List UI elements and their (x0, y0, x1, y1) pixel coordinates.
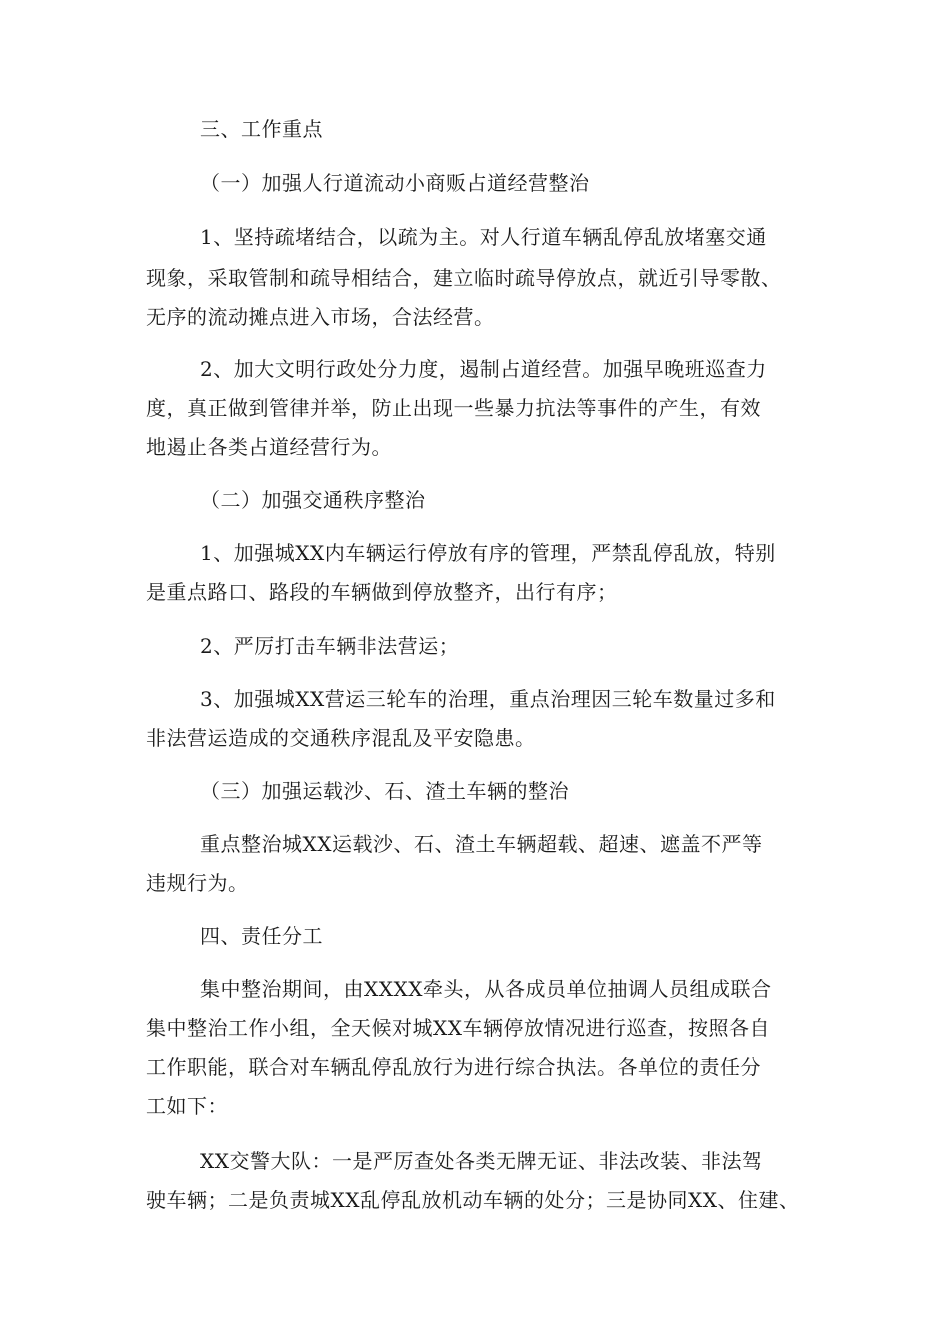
paragraph-line: 驶车辆；二是负责城XX乱停乱放机动车辆的处分；三是协同XX、住建、 (146, 1188, 800, 1212)
paragraph-line: 工如下： (146, 1094, 228, 1118)
paragraph-line: 地遏止各类占道经营行为。 (146, 435, 392, 459)
paragraph-line: 无序的流动摊点进入市场，合法经营。 (146, 305, 495, 329)
paragraph-line: 集中整治工作小组，全天候对城XX车辆停放情况进行巡查，按照各自 (146, 1016, 770, 1040)
section-heading-3: 三、工作重点 (200, 117, 323, 141)
subsection-heading-3: （三）加强运载沙、石、渣土车辆的整治 (200, 779, 569, 803)
paragraph-line: 是重点路口、路段的车辆做到停放整齐，出行有序； (146, 580, 618, 604)
paragraph-line: 违规行为。 (146, 871, 249, 895)
paragraph-line: 2、加大文明行政处分力度，遏制占道经营。加强早晚班巡查力 (200, 357, 767, 381)
paragraph-line: XX交警大队：一是严厉查处各类无牌无证、非法改装、非法驾 (200, 1149, 763, 1173)
paragraph-line: 非法营运造成的交通秩序混乱及平安隐患。 (146, 726, 536, 750)
paragraph-line: 1、加强城XX内车辆运行停放有序的管理，严禁乱停乱放，特别 (200, 541, 776, 565)
paragraph-line: 重点整治城XX运载沙、石、渣土车辆超载、超速、遮盖不严等 (200, 832, 763, 856)
paragraph-line: 工作职能，联合对车辆乱停乱放行为进行综合执法。各单位的责任分 (146, 1055, 761, 1079)
paragraph-line: 2、严厉打击车辆非法营运； (200, 634, 460, 658)
paragraph-line: 现象，采取管制和疏导相结合，建立临时疏导停放点，就近引导零散、 (146, 266, 782, 290)
subsection-heading-2: （二）加强交通秩序整治 (200, 488, 426, 512)
section-heading-4: 四、责任分工 (200, 924, 323, 948)
paragraph-line: 度，真正做到管律并举，防止出现一些暴力抗法等事件的产生，有效 (146, 396, 761, 420)
paragraph-line: 1、坚持疏堵结合，以疏为主。对人行道车辆乱停乱放堵塞交通 (200, 225, 767, 249)
subsection-heading-1: （一）加强人行道流动小商贩占道经营整治 (200, 171, 590, 195)
paragraph-line: 3、加强城XX营运三轮车的治理，重点治理因三轮车数量过多和 (200, 687, 776, 711)
paragraph-line: 集中整治期间，由XXXX牵头，从各成员单位抽调人员组成联合 (200, 977, 772, 1001)
